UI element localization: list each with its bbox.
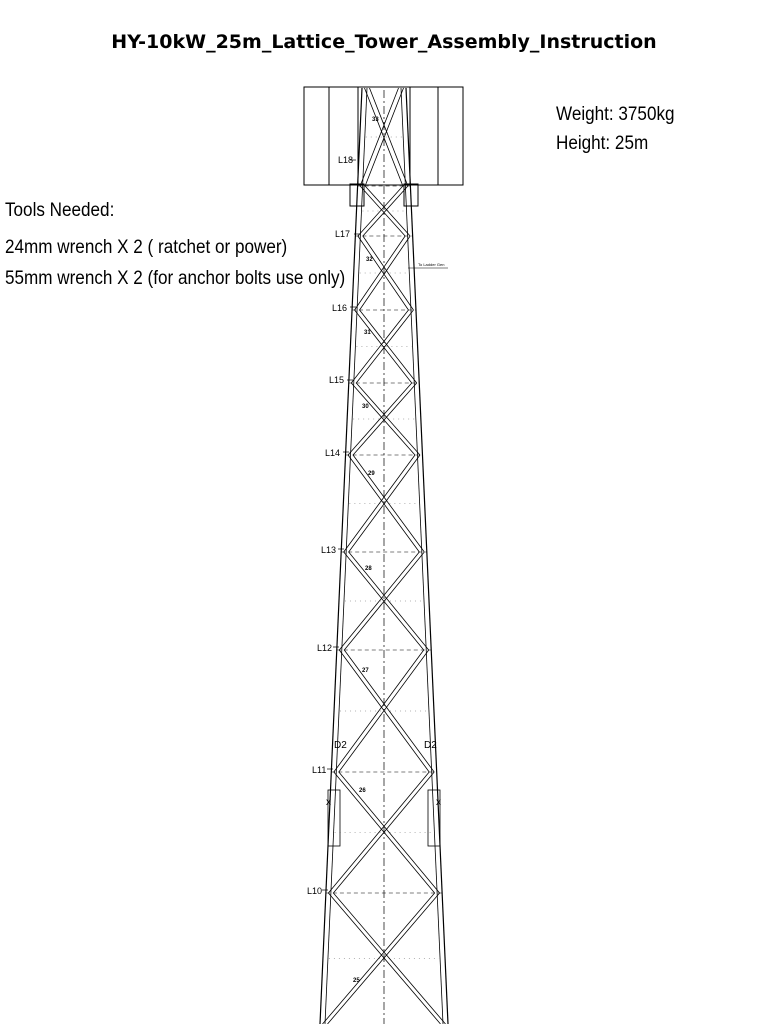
side-mark-d2-left: D2 [334, 740, 347, 751]
brace-number-33: 33 [372, 117, 379, 123]
brace-number-31: 31 [364, 330, 371, 336]
level-label-l13: L13 [321, 545, 337, 555]
ladder-note: To Ladder Gen [418, 262, 445, 267]
brace-number-30: 30 [362, 404, 369, 410]
brace-number-26: 26 [359, 788, 366, 794]
document-title: HY-10kW_25m_Lattice_Tower_Assembly_Instruction [111, 31, 657, 53]
brace-number-27: 27 [362, 668, 369, 674]
x-mark-right: x [436, 797, 441, 808]
level-label-l18: L18 [338, 155, 354, 165]
x-mark-left: x [326, 797, 331, 808]
tools-heading: Tools Needed: [5, 200, 115, 221]
level-label-l15: L15 [329, 375, 345, 385]
level-label-l10: L10 [307, 886, 323, 896]
weight-spec: Weight: 3750kg [556, 104, 675, 125]
level-label-l16: L16 [332, 303, 348, 313]
level-label-l11: L11 [312, 765, 327, 775]
brace-number-32: 32 [366, 257, 373, 263]
brace-number-28: 28 [365, 566, 372, 572]
height-spec: Height: 25m [556, 133, 649, 154]
tool-item-55mm-wrench: 55mm wrench X 2 (for anchor bolts use only) [5, 268, 346, 289]
level-label-l14: L14 [325, 448, 341, 458]
level-label-l17: L17 [335, 229, 351, 239]
level-label-l12: L12 [317, 643, 333, 653]
brace-number-25: 25 [353, 978, 360, 984]
tower-top-platform [304, 87, 463, 206]
brace-number-29: 29 [368, 471, 375, 477]
side-mark-d2-right: D2 [424, 740, 437, 751]
tool-item-24mm-wrench: 24mm wrench X 2 ( ratchet or power) [5, 237, 288, 258]
